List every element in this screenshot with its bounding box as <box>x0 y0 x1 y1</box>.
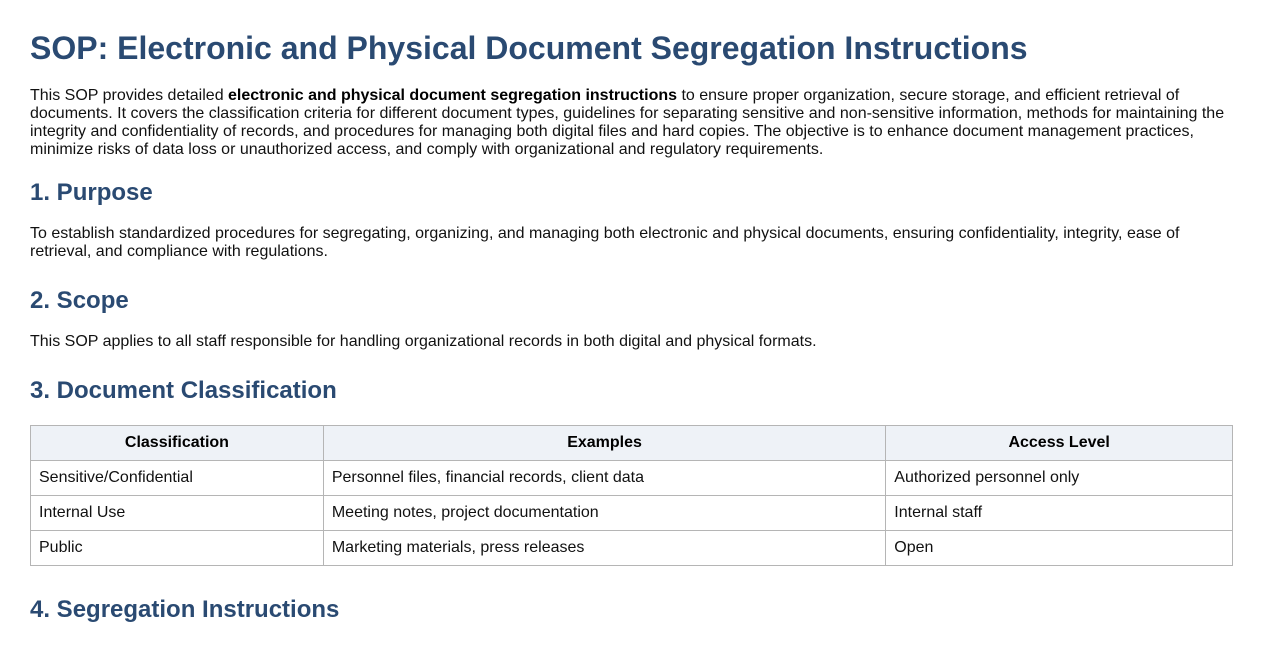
cell-classification: Public <box>31 531 324 566</box>
intro-text-bold: electronic and physical document segregation instructions <box>228 87 678 104</box>
scope-text: This SOP applies to all staff responsible for handling organizational records in both digital and physical formats. <box>30 333 817 350</box>
table-row <box>31 531 1233 566</box>
table-row <box>31 496 1233 531</box>
cell-examples: Meeting notes, project documentation <box>323 496 885 531</box>
scope-heading: 2. Scope <box>30 287 129 314</box>
cell-access-level: Open <box>886 531 1233 566</box>
intro-text-before: This SOP provides detailed <box>30 87 229 104</box>
purpose-text: To establish standardized procedures for segregating, organizing, and managing both electronic and physical documents, ensuring confidentiality, integrity, ease of retrieval, and compliance with regulations. <box>30 225 1180 260</box>
table-row <box>31 461 1233 496</box>
classification-heading: 3. Document Classification <box>30 377 337 404</box>
table-header-row <box>31 426 1233 461</box>
intro-text-after: to ensure proper organization, secure storage, and efficient retrieval of documents. It covers the classification criteria for different document types, guidelines for separating sensitive and non-sensitive information, methods for maintaining the integrity and confidentiality of records, and procedures for managing both digital files and hard copies. The objective is to enhance document management practices, minimize risks of data loss or unauthorized access, and comply with organizational and regulatory requirements. <box>30 87 1225 158</box>
segregation-heading: 4. Segregation Instructions <box>30 596 340 623</box>
cell-classification: Internal Use <box>31 496 324 531</box>
cell-access-level: Authorized personnel only <box>886 461 1233 496</box>
classification-table <box>30 425 1233 566</box>
column-header-classification: Classification <box>31 426 324 461</box>
cell-access-level: Internal staff <box>886 496 1233 531</box>
cell-examples: Marketing materials, press releases <box>323 531 885 566</box>
page-title: SOP: Electronic and Physical Document Segregation Instructions <box>30 30 1028 66</box>
intro-paragraph <box>30 87 1233 159</box>
purpose-heading: 1. Purpose <box>30 179 153 206</box>
cell-examples: Personnel files, financial records, client data <box>323 461 885 496</box>
column-header-access-level: Access Level <box>886 426 1233 461</box>
cell-classification: Sensitive/Confidential <box>31 461 324 496</box>
column-header-examples: Examples <box>323 426 885 461</box>
